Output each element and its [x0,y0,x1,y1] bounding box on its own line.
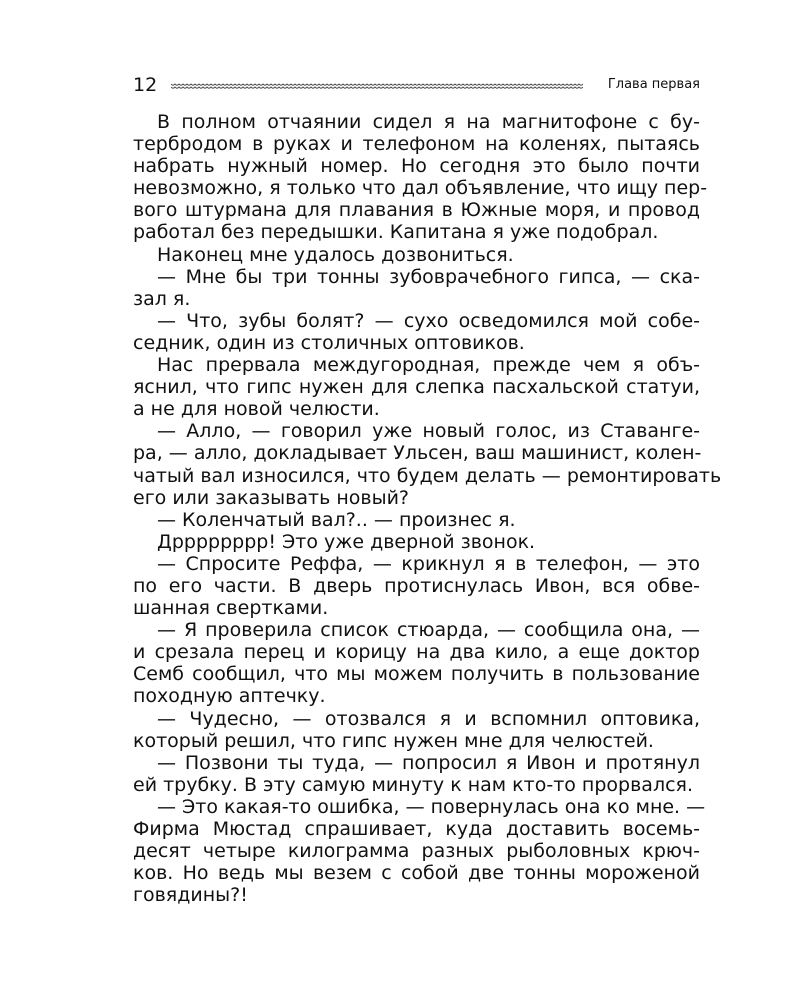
text-body [133,111,722,907]
page-header [133,74,700,98]
text-line: — Чудесно, — отозвался я и вспомнил оптовика, [157,707,700,730]
text-line: десят четыре килограмма разных рыболовных крюч- [133,840,700,863]
text-line: — Что, зубы болят? — сухо осведомился мой собе- [157,309,700,332]
text-line: — Коленчатый вал?.. — произнес я. [157,508,516,531]
text-line: Нас прервала междугородная, прежде чем я объ- [157,354,700,377]
text-line: — Алло, — говорил уже новый голос, из Ставанге- [157,420,700,443]
text-line: зал я. [133,287,191,310]
text-line: ков. Но ведь мы везем с собой две тонны мороженой [133,862,700,885]
chapter-title: Глава первая [607,77,700,92]
text-line: шанная свертками. [133,597,329,620]
text-line: его или заказывать новый? [133,486,410,509]
text-line: походную аптечку. [133,685,326,708]
page-number: 12 [133,74,158,96]
text-line: ей трубку. В эту самую минуту к нам кто-то прорвался. [133,773,693,796]
text-line: Наконец мне удалось дозвониться. [157,243,514,266]
text-line: и срезала перец и корицу на два кило, а еще доктор [133,641,700,664]
text-line: по его части. В дверь протиснулась Ивон, вся обве- [133,574,700,597]
text-line: тербродом в руках и телефоном на коленях, пытаясь [133,133,700,156]
text-line: — Я проверила список стюарда, — сообщила она, — [157,619,700,642]
text-line: набрать нужный номер. Но сегодня это было почти [133,155,700,178]
text-line: Дрррррррр! Это уже дверной звонок. [157,530,536,553]
text-line: — Позвони ты туда, — попросил я Ивон и протянул [157,751,700,774]
text-line: — Это какая-то ошибка, — повернулась она ко мне. — [157,795,706,818]
text-line: ра, — алло, докладывает Ульсен, ваш машинист, колен- [133,442,702,465]
text-line: работал без передышки. Капитана я уже подобрал. [133,221,659,244]
text-line: Семб сообщил, что мы можем получить в пользование [133,663,700,686]
header-wavy-rule [171,80,583,92]
text-line: вого штурмана для плавания в Южные моря, и провод [133,199,700,222]
text-line: невозможно, я только что дал объявление, что ищу пер- [133,177,708,200]
text-line: Фирма Мюстад спрашивает, куда доставить восемь- [133,818,700,840]
text-line: В полном отчаянии сидел я на магнитофоне с бу- [157,111,700,133]
text-line: говядины?! [133,884,248,907]
text-line: а не для новой челюсти. [133,398,380,421]
text-line: — Спросите Реффа, — крикнул я в телефон, — это [157,552,700,575]
text-line: седник, один из столичных оптовиков. [133,331,525,354]
text-line: — Мне бы три тонны зубоврачебного гипса, — ска- [157,265,700,288]
text-line: чатый вал износился, что будем делать — ремонтировать [133,464,722,487]
text-line: который решил, что гипс нужен мне для челюстей. [133,729,654,752]
text-line: яснил, что гипс нужен для слепка пасхальской статуи, [133,376,700,399]
